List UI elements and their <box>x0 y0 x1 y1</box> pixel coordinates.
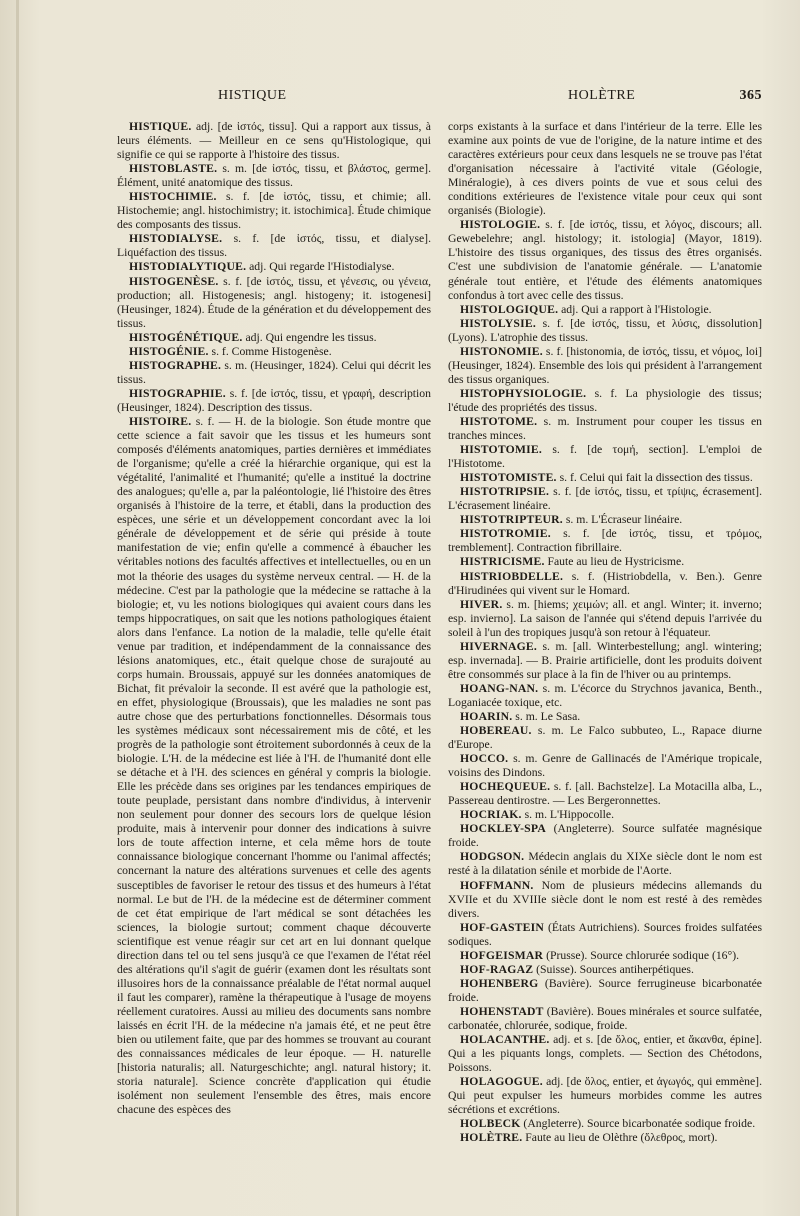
dictionary-entry <box>117 331 431 345</box>
dictionary-entry <box>448 415 762 443</box>
entry-headword: HISTOIRE. <box>129 414 192 428</box>
entry-definition: s. m. Le Falco subbuteo, L., Rapace diurne d'Europe. <box>448 724 762 752</box>
dictionary-entry <box>448 513 762 527</box>
running-head-left: HISTIQUE <box>218 88 287 103</box>
entry-definition: (Prusse). Source chlorurée sodique (16°). <box>543 948 740 962</box>
entry-definition: adj. et s. [de ὅλος, entier, et ἄκανθα, épine]. Qui a les piquants longs, complets. — Section des Chétodons, Poissons. <box>448 1033 762 1075</box>
page-gutter-shadow <box>16 0 19 1216</box>
entry-headword: HOLBECK <box>460 1117 521 1131</box>
entry-definition: s. f. — H. de la biologie. Son étude montre que cette science a fait savoir que les tissus et les humeurs sont composés d'éléments anatomiques, parties dernières et immédiates de l'organisme; qu'elle a créé la hiérarchie organique, qui est la végétalité, l'animalité et l'humanité; qu'elle a institué la doctrine des analogues; qu'elle a, par la paléontologie, lié l'histoire des êtres organisés à l'histoire de la terre, et établi, dans la production des espèces, une série et un développement concordant avec la loi générale de développement et de série qui préside à toute manifestation de vie; enfin qu'elle a commencé à ébaucher les véritables notions des facultés affectives et intellectuelles, ou en un mot la théorie des usages du système nerveux central. — H. de la médecine. C'est par la pathologie que la médecine se rattache à la biologie; et, vu les notions biologiques qui avaient cours dans les temps hippocratiques, on sait que les notions pathologiques étaient alors dans l'enfance. La notion de la maladie, telle qu'elle était venue par tradition, et indépendamment de la connaissance des lésions anatomiques, etc., était quelque chose de surajouté au corps humain. Broussais, appuyé sur les données anatomiques de Bichat, fit prévaloir la seconde. Il est avéré que la pathologie est, en effet, physiologique (Broussais), que les maladies ne sont pas autre chose que des perturbations fonctionnelles. Désormais tous les systèmes médicaux sont nécessairement mis de côté, et les progrès de la pathologie sont étroitement subordonnés à ceux de la biologie. L'H. de la médecine est liée à l'H. de l'humanité dont elle se détache et à l'H. des sciences en général y compris la biologie. Elle les précède dans ses origines par les tendances empiriques de toute peuplade, persistant dans nombre d'individus, à intervenir non seulement pour donner des secours lors de quelque lésion produite, mais à intervenir pour donner des indications à suivre lors de toute affection interne, et cela même hors de toute connaissance biologique concernant l'homme ou l'animal affectés; concernant la nature des altérations survenues et celle des agents susceptibles de favoriser le retour des tissus et des humeurs à l'état normal. Le but de l'H. de la médecine est de déterminer comment de cet état empirique de l'art médical se sont détachées les sciences, la biologie surtout; comment chaque découverte scientifique est venue réagir sur cet art en lui donnant quelque direction dans tel ou tel sens jusqu'à ce que l'examen de l'état réel des altérations qu'il s'agit de guérir (examen dont les résultats sont illusoires hors de la connaissance préalable de l'état normal auquel il faut les comparer), ramène la thérapeutique à l'usage de moyens réellement curatoires. Aussi au milieu des documents sans nombre laissés en écrit l'H. de la médecine n'a jamais été, et ne peut être bien ou utilement faite, que par des hommes se trouvant au courant des connaissances médicales de leur époque. — H. naturelle [historia naturalis; all. Naturgeschichte; angl. natural history; it. storia naturale]. Science concrète d'application qui étudie isolément non seulement l'ensemble des êtres, mais encore chacune des espèces des <box>117 414 431 1117</box>
dictionary-entry <box>448 120 762 218</box>
entry-headword: HOARIN. <box>460 709 513 723</box>
entry-definition: s. m. L'Hippocolle. <box>521 808 615 822</box>
dictionary-entry <box>117 120 431 162</box>
dictionary-entry <box>448 345 762 387</box>
entry-definition: (Angleterre). Source bicarbonatée sodique froide. <box>520 1117 756 1131</box>
dictionary-entry <box>448 527 762 555</box>
entry-headword: HISTOTOME. <box>460 414 538 428</box>
entry-definition: Nom de plusieurs médecins allemands du XVIIe et du XVIIIe siècle dont le nom est resté à des remèdes divers. <box>448 878 762 920</box>
dictionary-entry <box>448 471 762 485</box>
entry-headword: HOCHEQUEUE. <box>460 780 551 794</box>
entry-headword: HOLAGOGUE. <box>460 1075 543 1089</box>
dictionary-entry <box>448 443 762 471</box>
entry-headword: HISTRIOBDELLE. <box>460 569 564 583</box>
entry-definition: s. f. Celui qui fait la dissection des tissus. <box>556 471 753 485</box>
dictionary-entry <box>117 232 431 260</box>
entry-headword: HOCCO. <box>460 752 509 766</box>
entry-definition: (Suisse). Sources antiherpétiques. <box>533 962 694 976</box>
dictionary-entry <box>448 1131 762 1145</box>
entry-headword: HOF-GASTEIN <box>460 920 545 934</box>
page-number: 365 <box>739 88 762 103</box>
entry-headword: HISTOGRAPHIE. <box>129 386 226 400</box>
entry-definition: s. m. [hiems; χειμών; all. et angl. Winter; it. inverno; esp. invierno]. La saison de l'année qui s'étend depuis l'arrivée du soleil à l'un des tropiques jusqu'à son retour à l'équateur. <box>448 597 762 639</box>
entry-definition: Faute au lieu de Hystricisme. <box>544 555 685 569</box>
entry-headword: HISTOGENÈSE. <box>129 274 219 288</box>
entry-headword: HISTONOMIE. <box>460 344 543 358</box>
entry-definition: adj. [de ὅλος, entier, et ἀγωγός, qui emmène]. Qui peut expulser les humeurs morbides comme les autres sécrétions et excrétions. <box>448 1075 762 1117</box>
entry-definition: adj. [de ἱστός, tissu]. Qui a rapport aux tissus, à leurs éléments. — Meilleur en ce sens qu'Histologique, qui signifie ce qui se rapporte à l'histoire des tissus. <box>117 120 431 162</box>
entry-headword: HIVER. <box>460 597 503 611</box>
dictionary-entry <box>448 570 762 598</box>
dictionary-entry <box>117 260 431 274</box>
entry-headword: HISTODIALYSE. <box>129 232 223 246</box>
dictionary-entry <box>448 808 762 822</box>
dictionary-entry <box>448 598 762 640</box>
entry-definition: s. m. L'écorce du Strychnos javanica, Benth., Loganiacée toxique, etc. <box>448 681 762 709</box>
entry-definition: s. m. [all. Winterbestellung; angl. wintering; esp. invernada]. — B. Prairie artificielle, dont les produits doivent être consommés sur place à la fin de l'hiver ou au printemps. <box>448 639 762 681</box>
entry-headword: HISTOGÉNIE. <box>129 344 209 358</box>
entry-headword: HISTIQUE. <box>129 120 192 133</box>
entry-headword: HISTOTRIPSIE. <box>460 485 550 499</box>
dictionary-entry <box>448 822 762 850</box>
entry-definition: Faute au lieu de Olèthre (ὄλεθρος, mort). <box>522 1131 718 1145</box>
entry-definition: (États Autrichiens). Sources froides sulfatées sodiques. <box>448 920 762 948</box>
entry-headword: HOANG-NAN. <box>460 681 539 695</box>
running-head-right: HOLÈTRE <box>568 88 636 103</box>
dictionary-entry <box>448 555 762 569</box>
dictionary-entry <box>117 190 431 232</box>
dictionary-entry <box>448 977 762 1005</box>
dictionary-entry <box>448 780 762 808</box>
entry-definition: s. f. [de ἱστός, tissu, et γραφή, description (Heusinger, 1824). Description des tissus. <box>117 386 431 414</box>
dictionary-entry <box>448 682 762 710</box>
entry-definition: s. m. Instrument pour couper les tissus en tranches minces. <box>448 414 762 443</box>
entry-definition: s. f. [all. Bachstelze]. La Motacilla alba, L., Passereau dentirostre. — Les Bergeronnettes. <box>448 780 762 808</box>
entry-headword: HOLACANTHE. <box>460 1033 550 1047</box>
dictionary-entry <box>448 1075 762 1117</box>
entry-definition: s. f. [de ἱστός, tissu, et chimie; all. Histochemie; angl. histochimistry; it. istochimica]. Étude chimique des composants des tissus. <box>117 190 431 232</box>
entry-headword: HISTOBLASTE. <box>129 162 218 176</box>
dictionary-entry <box>448 1033 762 1075</box>
entry-definition: s. m. Le Sasa. <box>512 709 581 723</box>
entry-headword: HISTODIALYTIQUE. <box>129 260 247 274</box>
entry-definition: (Bavière). Boues minérales et source sulfatée, carbonatée, chlorurée, sodique, froide. <box>448 1004 762 1032</box>
dictionary-entry <box>448 949 762 963</box>
dictionary-entry <box>448 317 762 345</box>
entry-definition: s. f. Comme Histogenèse. <box>208 344 332 358</box>
entry-definition: (Bavière). Source ferrugineuse bicarbonatée froide. <box>448 976 762 1004</box>
dictionary-entry <box>448 724 762 752</box>
entry-definition: Médecin anglais du XIXe siècle dont le nom est resté à la dilatation sénile et morbide de l'Aorte. <box>448 850 762 878</box>
right-column <box>448 120 762 1145</box>
entry-definition: s. f. [de ἱστός, tissu, et τρόμος, tremblement]. Contraction fibrillaire. <box>448 527 762 555</box>
entry-definition: s. f. [histonomia, de ἱστός, tissu, et νόμος, loi] (Heusinger, 1824). Ensemble des lois qui président à l'arrangement des tissus organiques. <box>448 344 762 386</box>
entry-definition: adj. Qui engendre les tissus. <box>242 330 377 344</box>
dictionary-entry <box>448 850 762 878</box>
entry-definition: adj. Qui regarde l'Histodialyse. <box>246 260 395 274</box>
entry-definition: s. f. [de ἱστός, tissu, et dialyse]. Liquéfaction des tissus. <box>117 232 431 260</box>
dictionary-entry <box>448 303 762 317</box>
entry-definition: corps existants à la surface et dans l'intérieur de la terre. Elle les examine aux points de vue de l'origine, de la nature intime et des caractères extérieurs pour ceux dans lesquels ne se trouve pas l'état d'organisation nécessaire à l'activité vitale (Géologie, Minéralogie), à ces divers points de vue et sous celui des conditions extérieures de l'existence vitale pour ceux qui sont organisés (Biologie). <box>448 120 762 218</box>
dictionary-entry <box>117 359 431 387</box>
entry-definition: s. f. [de ἱστός, tissu, et λόγος, discours; all. Gewebelehre; angl. histology; it. istologia] (Mayor, 1819). L'histoire des tissus organiques, des tissus des êtres organisés. C'est une subdivision de l'anatomie générale. — L'anatomie générale tout entière, et l'étude des éléments anatomiques confondus à tort avec celle des tissus. <box>448 218 762 302</box>
entry-definition: s. f. (Histriobdella, v. Ben.). Genre d'Hirudinées qui vivent sur le Homard. <box>448 569 762 597</box>
entry-definition: s. m. Genre de Gallinacés de l'Amérique tropicale, voisins des Dindons. <box>448 752 762 780</box>
entry-headword: HISTOPHYSIOLOGIE. <box>460 386 587 400</box>
dictionary-entry <box>448 752 762 780</box>
entry-definition: s. m. [de ἱστός, tissu, et βλάστος, germe]. Élément, unité anatomique des tissus. <box>117 162 431 190</box>
dictionary-entry <box>117 162 431 190</box>
entry-definition: s. f. [de ἱστός, tissu, et λύσις, dissolution] (Lyons). L'atrophie des tissus. <box>448 316 762 344</box>
entry-definition: s. f. [de ἱστός, tissu, et τρίψις, écrasement]. L'écrasement linéaire. <box>448 485 762 513</box>
entry-definition: s. m. L'Écraseur linéaire. <box>562 513 683 527</box>
entry-headword: HOCKLEY-SPA <box>460 822 546 836</box>
entry-headword: HISTOTOMIE. <box>460 443 542 457</box>
dictionary-entry <box>448 1005 762 1033</box>
entry-headword: HOLÈTRE. <box>460 1131 523 1145</box>
dictionary-entry <box>448 710 762 724</box>
entry-headword: HISTOTROMIE. <box>460 527 551 541</box>
entry-headword: HOF-RAGAZ <box>460 962 534 976</box>
left-column <box>117 120 431 1117</box>
dictionary-entry <box>448 879 762 921</box>
entry-headword: HISTOGÉNÉTIQUE. <box>129 330 243 344</box>
dictionary-entry <box>448 218 762 302</box>
entry-definition: s. f. La physiologie des tissus; l'étude des propriétés des tissus. <box>448 386 762 414</box>
entry-headword: HODGSON. <box>460 850 525 864</box>
entry-headword: HISTRICISME. <box>460 555 545 569</box>
entry-definition: s. f. [de τομή, section]. L'emploi de l'Histotome. <box>448 443 762 471</box>
entry-headword: HISTOLOGIE. <box>460 218 541 232</box>
entry-headword: HOHENBERG <box>460 976 539 990</box>
dictionary-entry <box>117 415 431 1117</box>
dictionary-entry <box>448 485 762 513</box>
dictionary-entry <box>117 275 431 331</box>
dictionary-entry <box>448 921 762 949</box>
entry-headword: HISTOGRAPHE. <box>129 358 222 372</box>
entry-headword: HOBEREAU. <box>460 724 532 738</box>
dictionary-entry <box>448 963 762 977</box>
dictionary-entry <box>448 1117 762 1131</box>
entry-headword: HISTOTOMISTE. <box>460 471 557 485</box>
entry-headword: HISTOCHIMIE. <box>129 190 217 204</box>
dictionary-entry <box>117 345 431 359</box>
entry-definition: s. f. [de ἱστός, tissu, et γένεσις, ou γένεια, production; all. Histogenesis; angl. histogeny; it. istogenesi] (Heusinger, 1824). Étude de la génération et du développement des tissus. <box>117 274 432 330</box>
entry-headword: HOFGEISMAR <box>460 948 544 962</box>
entry-headword: HOFFMANN. <box>460 878 534 892</box>
entry-headword: HOCRIAK. <box>460 808 522 822</box>
entry-headword: HISTOLYSIE. <box>460 316 536 330</box>
entry-headword: HISTOTRIPTEUR. <box>460 513 563 527</box>
dictionary-entry <box>448 640 762 682</box>
entry-headword: HOHENSTADT <box>460 1004 544 1018</box>
entry-definition: adj. Qui a rapport à l'Histologie. <box>558 302 712 316</box>
entry-definition: s. m. (Heusinger, 1824). Celui qui décrit les tissus. <box>117 358 431 386</box>
entry-headword: HIVERNAGE. <box>460 639 538 653</box>
dictionary-entry <box>117 387 431 415</box>
dictionary-entry <box>448 387 762 415</box>
entry-headword: HISTOLOGIQUE. <box>460 302 559 316</box>
entry-definition: (Angleterre). Source sulfatée magnésique froide. <box>448 822 762 850</box>
